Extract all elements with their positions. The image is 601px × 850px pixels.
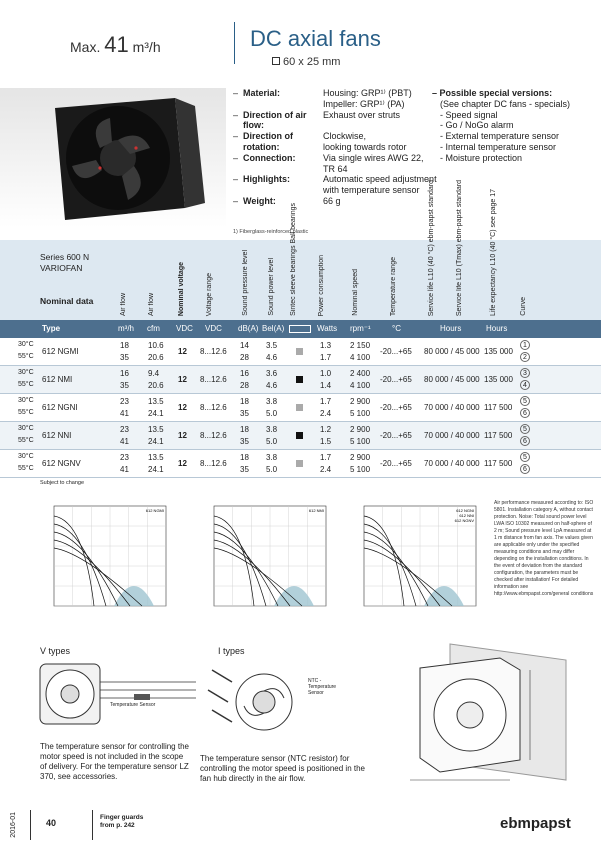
cell-db: 18 [240, 397, 249, 406]
cell-range: 8...12.6 [200, 403, 227, 412]
col-head: Power consumption [318, 254, 325, 316]
cell-db: 28 [240, 353, 249, 362]
cell-temps: 55°C [18, 437, 34, 444]
cell-airflow_m3: 23 [120, 425, 129, 434]
cell-db: 35 [240, 465, 249, 474]
cell-watts: 1.2 [320, 425, 332, 434]
chart-svg [196, 498, 334, 628]
cell-rpm: 5 100 [350, 409, 371, 418]
cell-range: 8...12.6 [200, 347, 227, 356]
unit-cell: rpm⁻¹ [350, 324, 371, 333]
units-band [0, 320, 601, 338]
cell-bel: 5.0 [266, 437, 278, 446]
cell-life: 80 000 / 45 000 [424, 375, 480, 384]
bearing-symbols-icon [289, 325, 311, 333]
cell-bel: 3.8 [266, 425, 278, 434]
cell-airflow_cfm: 20.6 [148, 381, 164, 390]
footer-divider [92, 810, 93, 840]
curve-number: 1 [520, 340, 530, 350]
cell-rpm: 4 100 [350, 353, 371, 362]
cell-vdc: 12 [178, 375, 187, 384]
col-head: Service life L10 (Tmax) ebm-papst standard [456, 179, 463, 316]
cell-watts: 1.0 [320, 369, 332, 378]
cell-type: 612 NMI [42, 375, 73, 384]
curve-number: 4 [520, 380, 530, 390]
cell-airflow_m3: 41 [120, 437, 129, 446]
cell-life: 70 000 / 40 000 [424, 459, 480, 468]
series-sub-label: VARIOFAN [40, 263, 83, 273]
cell-temps: 55°C [18, 465, 34, 472]
ball-bearing-icon [296, 432, 303, 439]
col-head: Air flow [148, 293, 155, 316]
cell-life2: 117 500 [484, 459, 513, 468]
table-row [0, 338, 601, 366]
cell-vdc: 12 [178, 347, 187, 356]
cell-bel: 3.8 [266, 397, 278, 406]
footnote: 1) Fiberglass-reinforced plastic [233, 229, 309, 235]
cell-vdc: 12 [178, 431, 187, 440]
cell-db: 35 [240, 409, 249, 418]
cell-type: 612 NGMI [42, 347, 79, 356]
cell-rpm: 4 100 [350, 381, 371, 390]
cell-airflow_cfm: 10.6 [148, 341, 164, 350]
cell-watts: 1.7 [320, 397, 332, 406]
cell-watts: 2.4 [320, 465, 332, 474]
cell-temp: -20...+65 [380, 431, 412, 440]
cell-rpm: 5 100 [350, 465, 371, 474]
unit-cell: Type [42, 324, 61, 333]
curve-number: 2 [520, 352, 530, 362]
cell-type: 612 NGNV [42, 459, 81, 468]
special-versions: – Possible special versions: (See chapter DC fans - specials) - Speed signal - Go / NoGo alarm - External temperature sensor - Internal temperature sensor - Moisture protection [432, 88, 601, 164]
cell-rpm: 2 900 [350, 453, 371, 462]
col-head: Voltage range [206, 272, 213, 316]
cell-watts: 1.5 [320, 437, 332, 446]
unit-cell: VDC [205, 324, 222, 333]
cell-airflow_m3: 41 [120, 409, 129, 418]
cell-temps: 30°C [18, 425, 34, 432]
dimension-drawing [370, 640, 570, 795]
perf-chart-2 [196, 498, 334, 628]
cell-life2: 135 000 [484, 347, 513, 356]
curve-number: 5 [520, 424, 530, 434]
cell-bel: 5.0 [266, 465, 278, 474]
size-label [272, 56, 340, 68]
sleeve-bearing-icon [296, 460, 303, 467]
cell-watts: 1.7 [320, 353, 332, 362]
unit-cell: Watts [317, 324, 338, 333]
special-item: - Speed signal [440, 109, 498, 120]
fan-photo [0, 88, 226, 228]
cell-airflow_m3: 23 [120, 453, 129, 462]
cell-life2: 117 500 [484, 431, 513, 440]
finger-guards-link[interactable]: Finger guards from p. 242 [100, 814, 144, 829]
cell-airflow_cfm: 13.5 [148, 425, 164, 434]
table-row [0, 422, 601, 450]
header-divider [234, 22, 235, 64]
cell-rpm: 2 900 [350, 425, 371, 434]
col-head: Service life L10 (40 °C) ebm-papst standard [428, 179, 435, 316]
cell-bel: 4.6 [266, 381, 278, 390]
ball-bearing-icon [296, 376, 303, 383]
cell-temps: 55°C [18, 353, 34, 360]
max-unit: m³/h [132, 39, 161, 55]
cell-bel: 5.0 [266, 409, 278, 418]
cell-watts: 2.4 [320, 409, 332, 418]
cell-watts: 1.7 [320, 453, 332, 462]
series-label: Series 600 N [40, 252, 90, 262]
cell-temp: -20...+65 [380, 375, 412, 384]
v-sensor-label: Temperature Sensor [110, 702, 156, 708]
table-row [0, 394, 601, 422]
cell-rpm: 2 400 [350, 369, 371, 378]
curve-number: 6 [520, 436, 530, 446]
col-head: Sound power level [268, 258, 275, 316]
curve-number: 3 [520, 368, 530, 378]
cell-airflow_m3: 16 [120, 369, 129, 378]
ebmpapst-logo: ebmpapst [500, 815, 571, 832]
unit-cell: Bel(A) [262, 324, 285, 333]
col-head: Temperature range [390, 256, 397, 316]
cell-temps: 55°C [18, 381, 34, 388]
spec-list [233, 88, 453, 207]
sleeve-bearing-icon [296, 404, 303, 411]
spec-connection: – Connection: Via single wires AWG 22, TR 64 [233, 152, 424, 174]
cell-db: 16 [240, 369, 249, 378]
chart-legend: 612 NGMI [145, 508, 164, 513]
unit-cell: Hours [440, 324, 462, 333]
i-type-diagram [206, 656, 316, 751]
perf-chart-3 [346, 498, 484, 628]
curve-number: 6 [520, 464, 530, 474]
cell-temp: -20...+65 [380, 347, 412, 356]
cell-airflow_m3: 23 [120, 397, 129, 406]
col-head: Nominal speed [352, 269, 359, 316]
cell-airflow_m3: 35 [120, 381, 129, 390]
special-subtitle: (See chapter DC fans - specials) [440, 98, 571, 109]
col-head: Curve [520, 297, 527, 316]
cell-watts: 1.4 [320, 381, 332, 390]
cell-temp: -20...+65 [380, 403, 412, 412]
col-head: Nominal voltage [178, 261, 185, 316]
unit-cell: VDC [176, 324, 193, 333]
cell-temp: -20...+65 [380, 459, 412, 468]
cell-range: 8...12.6 [200, 375, 227, 384]
unit-cell: m³/h [118, 324, 134, 333]
cell-bel: 4.6 [266, 353, 278, 362]
cell-rpm: 2 150 [350, 341, 371, 350]
cell-temps: 30°C [18, 397, 34, 404]
cell-type: 612 NNI [42, 431, 72, 440]
max-label: Max. [70, 39, 101, 55]
cell-life: 80 000 / 45 000 [424, 347, 480, 356]
chart-legend: 612 NNI [459, 513, 474, 518]
cell-db: 28 [240, 381, 249, 390]
max-airflow [70, 32, 161, 58]
nominal-data-label: Nominal data [40, 296, 94, 306]
cell-airflow_m3: 18 [120, 341, 129, 350]
cell-airflow_m3: 41 [120, 465, 129, 474]
special-item: - Moisture protection [440, 152, 523, 163]
v-types-description: The temperature sensor for controlling the motor speed is not included in the scope of delivery. For the temperature sensor LZ 370, see accessories. [40, 742, 189, 781]
special-item: - External temperature sensor [440, 131, 560, 142]
cell-temps: 30°C [18, 341, 34, 348]
cell-watts: 1.3 [320, 341, 332, 350]
cell-life: 70 000 / 40 000 [424, 431, 480, 440]
cell-db: 18 [240, 425, 249, 434]
spec-air-flow: – Direction of air flow: Exhaust over struts [233, 109, 401, 131]
cell-db: 14 [240, 341, 249, 350]
curve-number: 5 [520, 396, 530, 406]
cell-life2: 135 000 [484, 375, 513, 384]
curve-number: 5 [520, 452, 530, 462]
cell-airflow_cfm: 13.5 [148, 397, 164, 406]
unit-cell: dB(A) [238, 324, 259, 333]
chart-svg [346, 498, 484, 628]
performance-note: Air performance measured according to: ISO 5801. Installation category A, without contact protection. Noise: Total sound power level LWA ISO 10302 measured on half-sphere of 2 m; Sound pressure level LpA measured at 1 m distance from fan axis. The values given are applicable only under the specified measuring conditions and may differ depending on the installation conditions. In the event of deviation from the standard configuration, the parameters must be checked after installation! For detailed information see http://www.ebmpapst.com/general conditions [494, 500, 594, 597]
curve-number: 6 [520, 408, 530, 418]
cell-temps: 30°C [18, 369, 34, 376]
unit-cell: cfm [147, 324, 160, 333]
perf-chart-1 [36, 498, 174, 628]
chart-svg [36, 498, 174, 628]
col-head: Sintec sleeve bearings Ball bearings [290, 203, 297, 316]
special-item: - Go / NoGo alarm [440, 120, 514, 131]
table-row [0, 450, 601, 478]
cell-airflow_cfm: 20.6 [148, 353, 164, 362]
cell-life2: 117 500 [484, 403, 513, 412]
col-head: Sound pressure level [242, 250, 249, 316]
square-icon [272, 57, 280, 65]
cell-airflow_cfm: 9.4 [148, 369, 160, 378]
cell-rpm: 2 900 [350, 397, 371, 406]
unit-cell: Hours [486, 324, 508, 333]
i-types-description: The temperature sensor (NTC resistor) for controlling the motor speed is positioned in the fan hub directly in the air flow. [200, 754, 365, 783]
size-value: 60 x 25 mm [283, 56, 341, 68]
cell-airflow_cfm: 24.1 [148, 409, 164, 418]
i-types-title: I types [218, 646, 245, 656]
page-title: DC axial fans [250, 26, 381, 51]
cell-vdc: 12 [178, 403, 187, 412]
v-types-title: V types [40, 646, 71, 656]
cell-range: 8...12.6 [200, 459, 227, 468]
cell-db: 18 [240, 453, 249, 462]
cell-temps: 55°C [18, 409, 34, 416]
cell-vdc: 12 [178, 459, 187, 468]
footer-year: 2016-01 [10, 812, 17, 838]
cell-bel: 3.6 [266, 369, 278, 378]
spec-weight: – Weight: 66 g [233, 195, 341, 206]
cell-bel: 3.8 [266, 453, 278, 462]
chart-legend: 612 NGNV [454, 518, 474, 523]
spec-highlights: – Highlights: Automatic speed adjustment with temperature sensor [233, 174, 437, 196]
cell-type: 612 NGNI [42, 403, 78, 412]
chart-legend: 612 NMI [308, 508, 324, 513]
unit-cell: °C [392, 324, 401, 333]
cell-airflow_cfm: 24.1 [148, 437, 164, 446]
footer-divider [30, 810, 31, 840]
spec-rotation: – Direction of rotation: Clockwise, looking towards rotor [233, 131, 407, 152]
cell-life: 70 000 / 40 000 [424, 403, 480, 412]
cell-rpm: 5 100 [350, 437, 371, 446]
cell-bel: 3.5 [266, 341, 278, 350]
cell-airflow_cfm: 13.5 [148, 453, 164, 462]
table-row [0, 366, 601, 394]
max-value: 41 [104, 32, 129, 57]
col-head: Life expectancy L10 (40 °C) see page 17 [490, 189, 497, 316]
col-head: Air flow [120, 293, 127, 316]
page-number: 40 [46, 818, 57, 828]
cell-temps: 30°C [18, 453, 34, 460]
cell-airflow_cfm: 24.1 [148, 465, 164, 474]
special-title: Possible special versions: [439, 88, 553, 98]
sleeve-bearing-icon [296, 348, 303, 355]
chart-legend: 612 NGNI [456, 508, 474, 513]
cell-airflow_m3: 35 [120, 353, 129, 362]
cell-range: 8...12.6 [200, 431, 227, 440]
special-item: - Internal temperature sensor [440, 141, 557, 152]
spec-material: – Material: Housing: GRP¹⁾ (PBT) Impeller: GRP¹⁾ (PA) [233, 88, 412, 109]
subject-to-change: Subject to change [40, 480, 85, 486]
cell-db: 35 [240, 437, 249, 446]
i-sensor-label: NTC - Temperature Sensor [308, 678, 337, 696]
